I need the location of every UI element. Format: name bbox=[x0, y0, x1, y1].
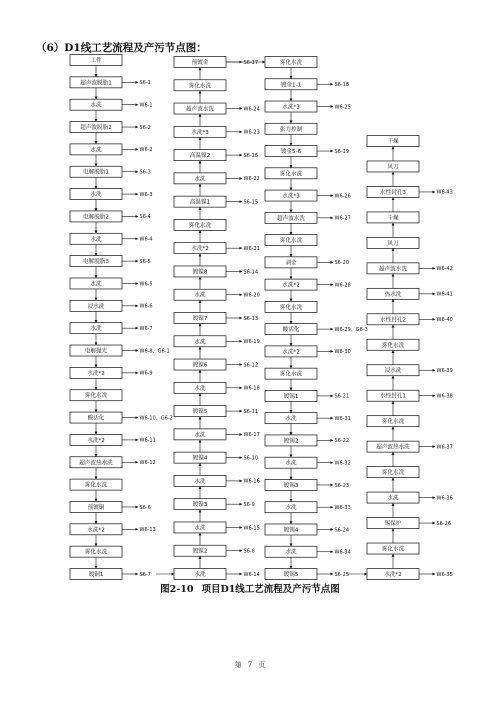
pollution-output-label: S6-20 bbox=[334, 260, 350, 267]
process-step-label: 镀镍4 bbox=[192, 455, 208, 462]
process-step bbox=[367, 467, 419, 478]
process-step-label: 超声波水洗 bbox=[379, 266, 407, 273]
pollution-output-label: S6-11 bbox=[243, 408, 259, 415]
process-step bbox=[174, 103, 260, 114]
process-step bbox=[70, 55, 122, 66]
figure-number: 图2-10 bbox=[160, 584, 194, 595]
process-step bbox=[70, 211, 151, 222]
process-step-label: 水洗 bbox=[285, 549, 297, 556]
process-step-label: 水洗*3 bbox=[282, 193, 300, 200]
process-step bbox=[174, 499, 255, 510]
pollution-output-label: W6-15 bbox=[243, 525, 260, 532]
pollution-output-label: S6-3 bbox=[139, 169, 151, 176]
process-step bbox=[367, 339, 419, 350]
process-step-label: 镀锡4 bbox=[283, 527, 299, 534]
pollution-output-label: S6-10 bbox=[243, 455, 259, 462]
process-step bbox=[265, 413, 351, 424]
process-step bbox=[265, 168, 317, 179]
process-step-label: 水洗 bbox=[194, 572, 206, 578]
process-step bbox=[367, 161, 419, 172]
process-step-label: 超声波热水洗 bbox=[79, 460, 113, 467]
process-step-label: 水洗 bbox=[194, 478, 206, 485]
pollution-output-label: W6-27 bbox=[334, 215, 351, 222]
pollution-output-label: S6-1 bbox=[139, 80, 151, 87]
process-step bbox=[174, 126, 260, 137]
process-step-label: 水洗 bbox=[194, 525, 206, 532]
process-step bbox=[265, 279, 351, 290]
pollution-output-label: S6-17 bbox=[243, 59, 259, 66]
pollution-output-label: W6-21 bbox=[243, 245, 260, 252]
process-step bbox=[367, 237, 419, 248]
process-step bbox=[174, 196, 258, 207]
process-step-label: 风刀 bbox=[387, 164, 399, 171]
pollution-output-label: W6-13 bbox=[139, 527, 156, 534]
process-step bbox=[174, 359, 258, 370]
process-step bbox=[265, 346, 351, 357]
process-step bbox=[265, 569, 349, 580]
pollution-output-label: W6-23 bbox=[243, 129, 260, 136]
process-step bbox=[265, 57, 317, 68]
process-step bbox=[367, 518, 451, 529]
process-step-label: 水洗 bbox=[194, 385, 206, 392]
pollution-output-label: W6-26 bbox=[334, 193, 351, 200]
pollution-output-label: W6-38 bbox=[436, 393, 453, 400]
process-step bbox=[70, 77, 151, 88]
pollution-output-label: W6-14 bbox=[243, 571, 260, 578]
process-step-label: 超声波水洗 bbox=[186, 106, 214, 113]
pollution-output-label: S6-18 bbox=[334, 82, 350, 89]
page-number-value: 7 bbox=[247, 661, 253, 669]
process-step-label: 电解脱脂2 bbox=[83, 214, 109, 221]
process-step bbox=[70, 233, 153, 244]
pollution-output-label: W6-32 bbox=[334, 460, 351, 467]
figure-caption bbox=[0, 581, 500, 595]
page-number-prefix: 第 bbox=[234, 661, 242, 669]
process-step-label: 酸活化 bbox=[282, 327, 300, 334]
pollution-output-label: S6-6 bbox=[139, 504, 151, 511]
process-step-label: 浸水洗 bbox=[384, 368, 402, 375]
process-step-label: 镀锡5 bbox=[283, 572, 299, 578]
process-step bbox=[265, 79, 349, 90]
process-step bbox=[367, 288, 453, 299]
process-step-label: 雾化水洗 bbox=[381, 470, 405, 477]
process-step-label: 水洗*2 bbox=[87, 437, 105, 444]
process-step bbox=[367, 390, 453, 401]
process-step-label: 电解抛光 bbox=[84, 348, 108, 355]
pollution-output-label: W6-18 bbox=[243, 385, 260, 392]
process-step bbox=[265, 123, 317, 134]
pollution-output-label: S6-13 bbox=[243, 315, 259, 322]
process-step-label: 预镀铜 bbox=[87, 504, 105, 511]
process-step-label: 水洗 bbox=[194, 339, 206, 346]
process-step-label: 干燥 bbox=[387, 215, 399, 222]
process-step bbox=[265, 524, 349, 535]
section-heading: （6）D1线工艺流程及产污节点图： bbox=[36, 42, 207, 54]
pollution-output-label: W6-41 bbox=[436, 291, 453, 298]
pollution-output-label: W6-28 bbox=[334, 282, 351, 289]
pollution-output-label: S6-12 bbox=[243, 362, 259, 369]
process-step bbox=[174, 336, 260, 347]
pollution-output-label: S6-16 bbox=[243, 152, 259, 159]
process-step-label: 浸水洗 bbox=[87, 303, 105, 310]
process-step-label: 雾化水洗 bbox=[381, 546, 405, 553]
process-step bbox=[70, 99, 153, 110]
pollution-output-label: W6-11 bbox=[139, 437, 156, 444]
process-step-label: 高温镍1 bbox=[189, 199, 211, 206]
process-step bbox=[367, 212, 419, 223]
pollution-output-label: W6-3 bbox=[139, 191, 153, 198]
process-step bbox=[70, 367, 153, 378]
process-step-label: 镀金5-6 bbox=[280, 149, 302, 156]
process-step-label: 镀镍8 bbox=[192, 269, 208, 276]
process-step bbox=[265, 301, 317, 312]
process-step-label: 雾化水洗 bbox=[188, 83, 212, 90]
process-step bbox=[265, 257, 349, 268]
process-step bbox=[367, 186, 453, 197]
pollution-output-label: W6-22 bbox=[243, 176, 260, 183]
process-step bbox=[174, 266, 258, 277]
process-step bbox=[265, 190, 351, 201]
process-step-label: 雾化水洗 bbox=[279, 171, 303, 178]
pollution-output-label: W6-42 bbox=[436, 266, 453, 273]
pollution-output-label: S6-2 bbox=[139, 124, 151, 131]
process-step bbox=[174, 475, 260, 486]
page-number-suffix: 页 bbox=[258, 661, 266, 669]
process-step bbox=[265, 212, 351, 223]
process-step-label: 张力控制 bbox=[279, 126, 303, 133]
process-step bbox=[367, 441, 453, 452]
pollution-output-label: W6-8、G6-1 bbox=[139, 348, 170, 355]
process-step bbox=[174, 173, 260, 184]
pollution-output-label: W6-12 bbox=[139, 460, 156, 467]
process-step bbox=[174, 80, 226, 91]
process-step bbox=[265, 324, 368, 335]
pollution-output-label: S6-21 bbox=[334, 393, 350, 400]
pollution-output-label: S6-4 bbox=[139, 214, 151, 221]
process-step bbox=[174, 219, 226, 230]
process-step-label: 镀金1-1 bbox=[280, 82, 302, 89]
process-step-label: 风刀 bbox=[387, 240, 399, 247]
process-step bbox=[70, 457, 156, 468]
process-step bbox=[70, 323, 153, 334]
process-step-label: 雾化水洗 bbox=[188, 222, 212, 229]
process-step-label: 水洗 bbox=[194, 176, 206, 183]
process-step bbox=[265, 502, 351, 513]
process-step-label: 水洗 bbox=[90, 281, 102, 288]
process-step bbox=[174, 289, 260, 300]
process-step-label: 水洗 bbox=[285, 416, 297, 423]
process-step bbox=[70, 390, 122, 401]
page-number bbox=[0, 660, 500, 670]
process-step bbox=[70, 524, 156, 535]
process-step bbox=[174, 522, 260, 533]
process-step-label: 雾化水洗 bbox=[84, 482, 108, 489]
process-step-label: 水洗 bbox=[194, 292, 206, 299]
pollution-output-label: W6-5 bbox=[139, 281, 153, 288]
process-step-label: 雾化水洗 bbox=[279, 371, 303, 378]
process-step bbox=[70, 412, 173, 423]
process-step bbox=[265, 546, 351, 557]
figure-title: 项目D1线工艺流程及产污节点图 bbox=[201, 584, 340, 595]
pollution-output-label: S6-15 bbox=[243, 199, 259, 206]
process-step bbox=[70, 144, 153, 155]
process-step bbox=[174, 452, 258, 463]
process-step-label: 干燥 bbox=[387, 139, 399, 145]
pollution-output-label: S6-25 bbox=[334, 571, 350, 578]
pollution-output-label: W6-33 bbox=[334, 505, 351, 512]
process-step bbox=[367, 263, 453, 274]
process-step-label: 雾化水洗 bbox=[279, 238, 303, 245]
pollution-output-label: W6-24 bbox=[243, 106, 260, 113]
process-step bbox=[265, 479, 349, 490]
process-step bbox=[174, 569, 260, 580]
process-step-label: 雾化水洗 bbox=[381, 342, 405, 349]
process-step bbox=[265, 457, 351, 468]
process-step-label: 超声波脱脂1 bbox=[80, 80, 112, 87]
process-step-label: 雾化水洗 bbox=[279, 60, 303, 66]
process-step-label: 工件 bbox=[90, 58, 102, 64]
process-step-label: 镀锡2 bbox=[283, 438, 299, 445]
process-step-label: 水洗 bbox=[387, 495, 399, 502]
pollution-output-label: W6-9 bbox=[139, 370, 153, 377]
process-step bbox=[174, 429, 260, 440]
process-step bbox=[70, 479, 122, 490]
process-step bbox=[70, 122, 151, 133]
process-step-label: 水洗 bbox=[285, 460, 297, 467]
process-step-label: 镀镍7 bbox=[192, 316, 208, 322]
process-step-label: 水洗 bbox=[90, 236, 102, 243]
pollution-output-label: W6-2 bbox=[139, 147, 153, 154]
pollution-output-label: S6-14 bbox=[243, 269, 259, 276]
process-step-label: 锡保护 bbox=[384, 521, 402, 528]
process-step bbox=[265, 368, 317, 379]
process-step-label: 水洗*2 bbox=[87, 370, 105, 377]
process-step bbox=[174, 313, 258, 324]
pollution-output-label: W6-4 bbox=[139, 236, 153, 243]
pollution-output-label: W6-35 bbox=[436, 571, 453, 578]
process-step bbox=[265, 235, 317, 246]
pollution-output-label: W6-29、G6-3 bbox=[334, 326, 368, 333]
pollution-output-label: W6-20 bbox=[243, 292, 260, 299]
process-step bbox=[174, 382, 260, 393]
process-step-label: 镀镍5 bbox=[192, 409, 208, 416]
process-step bbox=[70, 569, 151, 580]
process-step bbox=[174, 243, 260, 254]
pollution-output-label: W6-31 bbox=[334, 415, 351, 422]
pollution-output-label: W6-37 bbox=[436, 444, 453, 451]
process-step-label: 剥金 bbox=[285, 260, 297, 267]
process-step-label: 雾化水洗 bbox=[381, 419, 405, 426]
process-step-label: 水洗*3 bbox=[282, 104, 300, 111]
pollution-output-label: W6-19 bbox=[243, 339, 260, 346]
process-step-label: 镀锡1 bbox=[283, 393, 299, 400]
process-step-label: 超声波水洗 bbox=[277, 215, 305, 222]
process-step-label: 水洗*2 bbox=[282, 349, 300, 356]
pollution-output-label: S6-24 bbox=[334, 527, 350, 534]
process-step-label: 水洗 bbox=[90, 192, 102, 199]
process-step bbox=[367, 365, 453, 376]
process-step bbox=[265, 101, 351, 112]
process-step bbox=[70, 189, 153, 200]
process-step bbox=[70, 256, 151, 267]
process-step-label: 热水洗 bbox=[384, 291, 402, 298]
process-step bbox=[367, 543, 419, 554]
pollution-output-label: W6-34 bbox=[334, 549, 351, 556]
pollution-output-label: W6-25 bbox=[334, 104, 351, 111]
process-step bbox=[70, 434, 156, 445]
process-step bbox=[70, 278, 153, 289]
process-step bbox=[70, 345, 170, 356]
pollution-output-label: S6-7 bbox=[139, 571, 151, 578]
pollution-output-label: S6-23 bbox=[334, 482, 350, 489]
process-step-label: 电解脱脂3 bbox=[83, 259, 109, 266]
process-step-label: 水洗*3 bbox=[191, 129, 209, 136]
process-step bbox=[70, 300, 153, 311]
process-step-label: 水性封孔2 bbox=[380, 317, 406, 324]
process-step-label: 镀锡3 bbox=[283, 482, 299, 489]
process-step-label: 超声波热水洗 bbox=[376, 444, 410, 451]
process-step-label: 水洗 bbox=[90, 102, 102, 109]
process-step-label: 水洗 bbox=[90, 326, 102, 333]
process-step-label: 预镀金 bbox=[191, 60, 209, 66]
pollution-output-label: W6-17 bbox=[243, 432, 260, 439]
process-step bbox=[367, 492, 453, 503]
pollution-output-label: W6-1 bbox=[139, 102, 153, 109]
process-step bbox=[367, 569, 453, 580]
process-step-label: 镀镍6 bbox=[192, 362, 208, 369]
pollution-output-label: S6-5 bbox=[139, 258, 151, 265]
process-step-label: 水洗 bbox=[285, 505, 297, 512]
process-step bbox=[174, 406, 258, 417]
pollution-output-label: W6-7 bbox=[139, 325, 153, 332]
process-step bbox=[367, 416, 419, 427]
process-step-label: 镀铜1 bbox=[88, 572, 104, 578]
process-step bbox=[70, 546, 122, 557]
pollution-output-label: S6-26 bbox=[436, 520, 452, 527]
process-step-label: 水洗 bbox=[194, 432, 206, 439]
process-step-label: 水性封孔1 bbox=[380, 393, 406, 400]
process-step-label: 酸活化 bbox=[87, 415, 105, 422]
process-step-label: 电解脱脂1 bbox=[83, 169, 109, 176]
process-step-label: 镀镍3 bbox=[192, 502, 208, 509]
process-step bbox=[174, 150, 258, 161]
process-step-label: 水洗*2 bbox=[87, 527, 105, 534]
pollution-output-label: W6-16 bbox=[243, 478, 260, 485]
process-step bbox=[367, 136, 419, 147]
process-step bbox=[174, 545, 255, 556]
pollution-output-label: W6-36 bbox=[436, 495, 453, 502]
pollution-output-label: W6-6 bbox=[139, 303, 153, 310]
pollution-output-label: W6-43 bbox=[436, 189, 453, 196]
process-step-label: 高温镍2 bbox=[189, 153, 211, 160]
process-step bbox=[265, 435, 349, 446]
pollution-output-label: W6-10、G6-2 bbox=[139, 415, 173, 422]
pollution-output-label: W6-40 bbox=[436, 317, 453, 324]
process-step bbox=[70, 166, 151, 177]
pollution-output-label: W6-39 bbox=[436, 368, 453, 375]
process-step-label: 雾化水洗 bbox=[279, 304, 303, 311]
process-step bbox=[265, 146, 349, 157]
process-step-label: 超声波脱脂2 bbox=[80, 125, 112, 132]
process-step-label: 水洗*2 bbox=[191, 246, 209, 253]
process-step bbox=[265, 390, 349, 401]
process-step-label: 水洗 bbox=[90, 147, 102, 154]
process-step-label: 水性封孔3 bbox=[380, 189, 406, 196]
process-step-label: 雾化水洗 bbox=[84, 393, 108, 400]
process-step-label: 雾化水洗 bbox=[84, 549, 108, 556]
process-step-label: 水洗*2 bbox=[384, 572, 402, 578]
pollution-output-label: S6-22 bbox=[334, 438, 350, 445]
process-step bbox=[70, 501, 151, 512]
process-step-label: 水洗*2 bbox=[282, 282, 300, 289]
pollution-output-label: S6-19 bbox=[334, 148, 350, 155]
process-step-label: 镀镍2 bbox=[192, 548, 208, 555]
pollution-output-label: S6-8 bbox=[243, 548, 255, 555]
process-step bbox=[367, 314, 453, 325]
pollution-output-label: W6-30 bbox=[334, 349, 351, 356]
pollution-output-label: S6-9 bbox=[243, 501, 255, 508]
